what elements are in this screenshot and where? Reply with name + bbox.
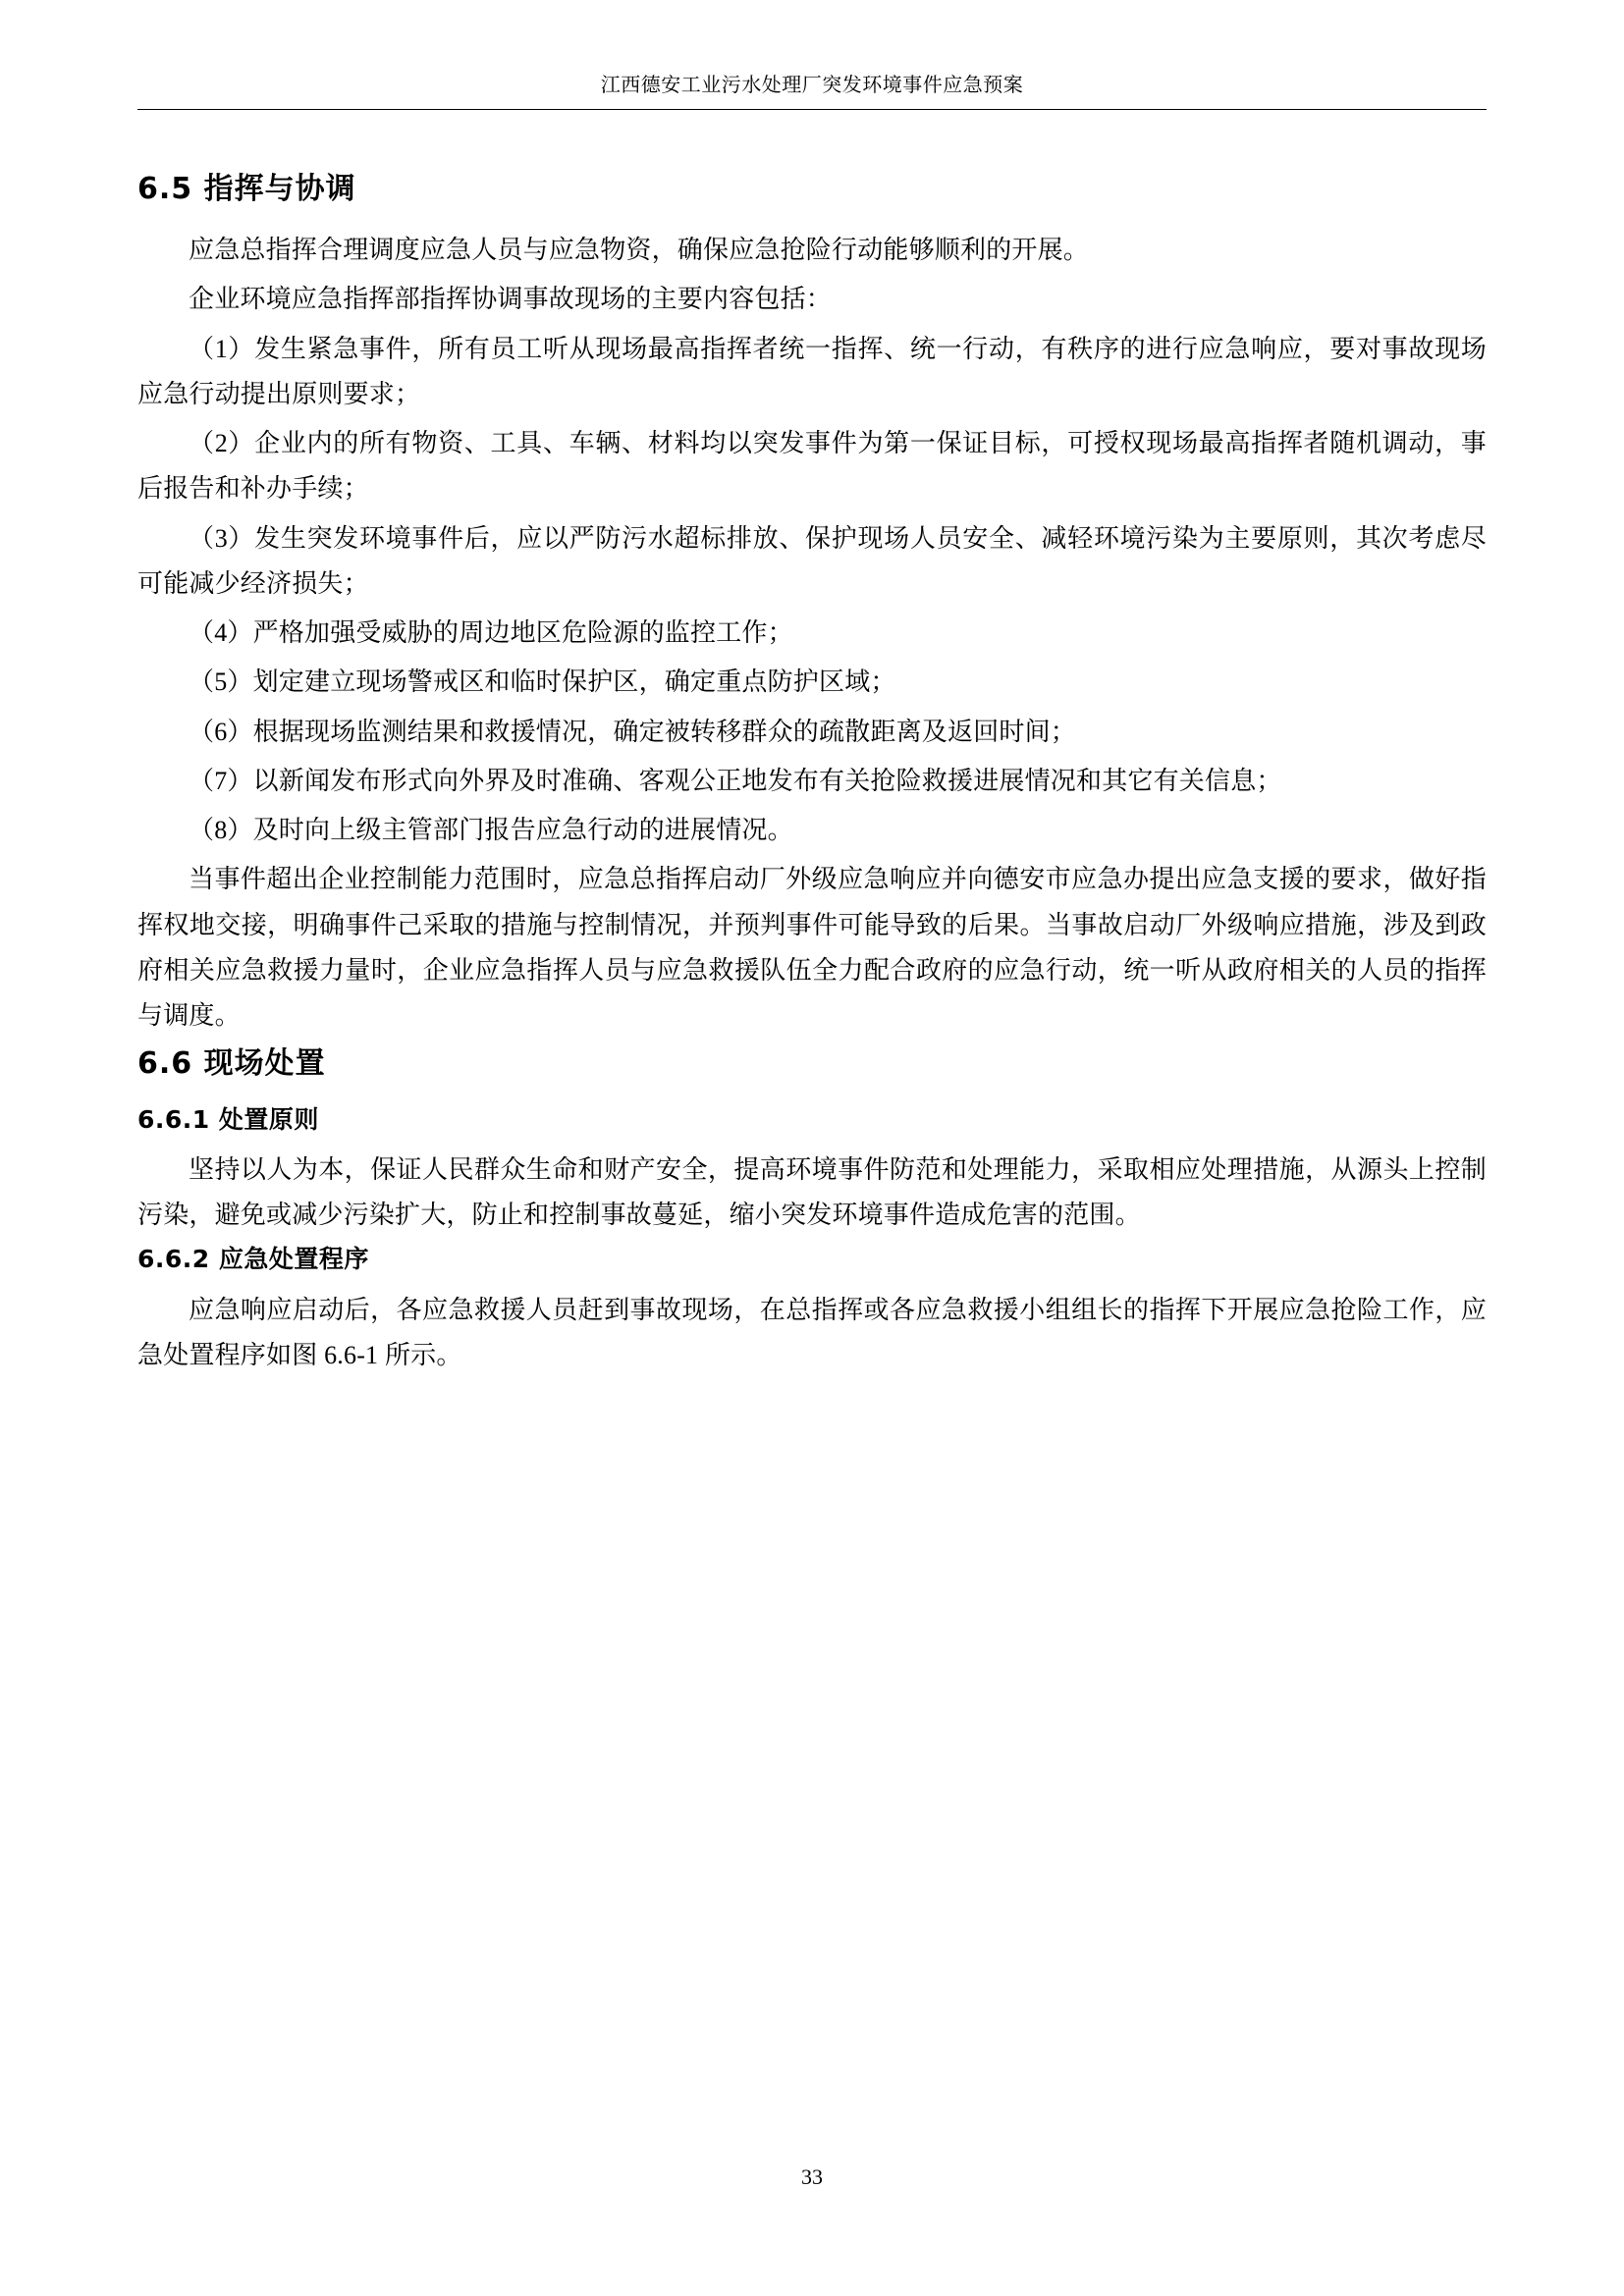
subsection-heading-6-6-2: 6.6.2 应急处置程序 xyxy=(137,1245,369,1274)
page-number: 33 xyxy=(801,2164,823,2189)
paragraph: 当事件超出企业控制能力范围时，应急总指挥启动厂外级应急响应并向德安市应急办提出应急支援的要求，做好指挥权地交接，明确事件己采取的措施与控制情况，并预判事件可能导致的后果。当事故启动厂外级响应措施，涉及到政府相关应急救援力量时，企业应急指挥人员与应急救援队伍全力配合政府的应急行动，统一听从政府相关的人员的指挥与调度。 xyxy=(137,865,1487,1031)
running-header-title: 江西德安工业污水处理厂突发环境事件应急预案 xyxy=(600,75,1024,96)
list-item: （6）根据现场监测结果和救援情况，确定被转移群众的疏散距离及返回时间； xyxy=(189,717,1077,746)
list-item: （8）及时向上级主管部门报告应急行动的进展情况。 xyxy=(189,816,793,845)
list-item: （4）严格加强受威胁的周边地区危险源的监控工作； xyxy=(189,618,793,648)
section-heading-6-5: 6.5 指挥与协调 xyxy=(137,172,356,206)
paragraph: 应急总指挥合理调度应急人员与应急物资，确保应急抢险行动能够顺利的开展。 xyxy=(189,236,1090,264)
list-item: （7）以新闻发布形式向外界及时准确、客观公正地发布有关抢险救援进展情况和其它有关信息； xyxy=(189,766,1282,795)
paragraph: 企业环境应急指挥部指挥协调事故现场的主要内容包括： xyxy=(189,285,833,314)
list-item: （3）发生突发环境事件后，应以严防污水超标排放、保护现场人员安全、减轻环境污染为主要原则，其次考虑尽可能减少经济损失； xyxy=(137,523,1487,598)
paragraph: 坚持以人为本，保证人民群众生命和财产安全，提高环境事件防范和处理能力，采取相应处理措施，从源头上控制污染，避免或减少污染扩大，防止和控制事故蔓延，缩小突发环境事件造成危害的范围。 xyxy=(137,1154,1487,1230)
section-heading-6-6: 6.6 现场处置 xyxy=(137,1045,326,1081)
subsection-heading-6-6-1: 6.6.1 处置原则 xyxy=(137,1104,319,1134)
list-item: （2）企业内的所有物资、工具、车辆、材料均以突发事件为第一保证目标，可授权现场最高指挥者随机调动，事后报告和补办手续； xyxy=(137,429,1487,504)
document-body xyxy=(137,169,1487,1378)
page-content-area xyxy=(137,69,1487,1382)
list-item: （5）划定建立现场警戒区和临时保护区，确定重点防护区域； xyxy=(189,667,896,697)
header-divider xyxy=(137,109,1487,110)
list-item: （1）发生紧急事件，所有员工听从现场最高指挥者统一指挥、统一行动，有秩序的进行应急响应，要对事故现场应急行动提出原则要求； xyxy=(137,334,1487,408)
paragraph: 应急响应启动后，各应急救援人员赶到事故现场，在总指挥或各应急救援小组组长的指挥下开展应急抢险工作，应急处置程序如图 6.6-1 所示。 xyxy=(137,1295,1487,1369)
